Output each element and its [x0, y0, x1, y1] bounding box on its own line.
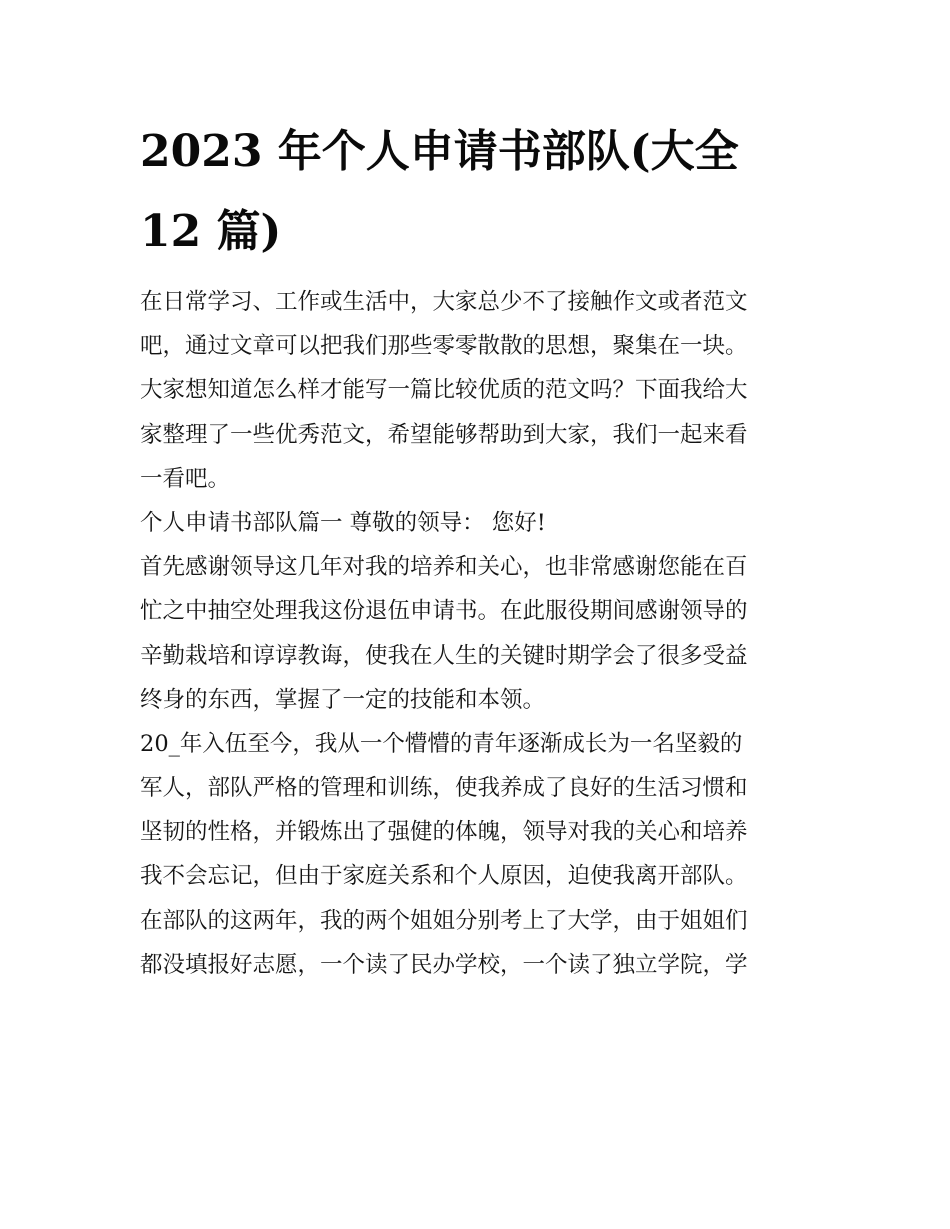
body-line: 一看吧。 [140, 465, 231, 492]
document-body [140, 280, 830, 987]
body-line: 坚韧的性格，并锻炼出了强健的体魄，领导对我的关心和培养 [140, 819, 748, 846]
body-line: 都没填报好志愿，一个读了民办学校，一个读了独立学院，学 [140, 951, 748, 978]
body-line: 在日常学习、工作或生活中，大家总少不了接触作文或者范文 [140, 289, 748, 315]
body-line: 首先感谢领导这几年对我的培养和关心，也非常感谢您能在百 [140, 554, 748, 581]
body-line: 20_年入伍至今，我从一个懵懵的青年逐渐成长为一名坚毅的 [140, 730, 743, 757]
section-heading-line: 个人申请书部队篇一 尊敬的领导： 您好! [140, 509, 546, 536]
body-line: 我不会忘记，但由于家庭关系和个人原因，迫使我离开部队。 [140, 863, 748, 890]
body-line: 忙之中抽空处理我这份退伍申请书。在此服役期间感谢领导的 [140, 598, 748, 625]
body-line: 在部队的这两年，我的两个姐姐分别考上了大学，由于姐姐们 [140, 907, 748, 934]
body-line: 吧，通过文章可以把我们那些零零散散的思想，聚集在一块。 [140, 333, 748, 360]
body-line: 家整理了一些优秀范文，希望能够帮助到大家，我们一起来看 [140, 421, 748, 448]
body-line: 辛勤栽培和谆谆教诲，使我在人生的关键时期学会了很多受益 [140, 642, 748, 669]
title-line-2: 12 篇) [140, 206, 282, 257]
title-line-1: 2023 年个人申请书部队(大全 [140, 126, 739, 177]
document-title [140, 112, 820, 272]
body-line: 大家想知道怎么样才能写一篇比较优质的范文吗？下面我给大 [140, 377, 748, 404]
body-line: 军人，部队严格的管理和训练，使我养成了良好的生活习惯和 [140, 775, 748, 802]
body-line: 终身的东西，掌握了一定的技能和本领。 [140, 686, 546, 713]
